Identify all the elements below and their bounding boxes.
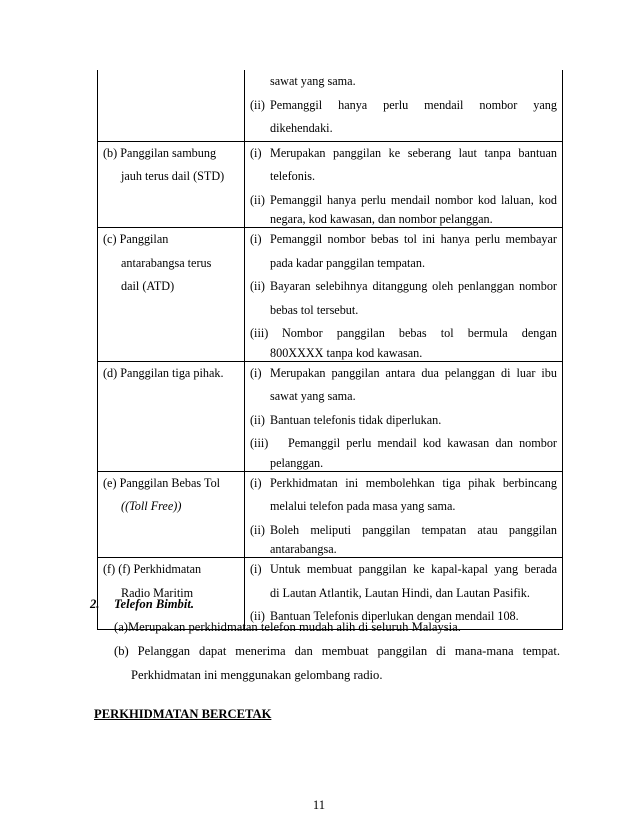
table-cell-description bbox=[245, 228, 563, 362]
item-continuation: pada kadar panggilan tempatan. bbox=[270, 255, 425, 270]
table-cell-label bbox=[98, 361, 245, 471]
section-title-suffix: . bbox=[190, 597, 195, 611]
item-continuation: telefonis. bbox=[270, 169, 316, 183]
item-continuation: bebas tol tersebut. bbox=[270, 302, 359, 317]
table-cell-description bbox=[245, 361, 563, 471]
services-table bbox=[97, 70, 563, 630]
item-continuation: antarabangsa. bbox=[270, 542, 337, 556]
table-row bbox=[98, 558, 563, 630]
item-text: Pemanggil perlu mendail kod kawasan dan nombor bbox=[288, 436, 557, 450]
item-number: (iii) bbox=[250, 326, 269, 340]
service-label-cont: dail (ATD) bbox=[121, 279, 175, 293]
item-text: Merupakan panggilan ke seberang laut tanpa bantuan bbox=[270, 145, 557, 160]
table-row bbox=[98, 70, 563, 141]
list-item bbox=[250, 189, 557, 213]
section-2-heading bbox=[90, 597, 194, 612]
item-continuation: sawat yang sama. bbox=[270, 74, 356, 88]
service-label-cont: antarabangsa terus bbox=[121, 255, 212, 270]
item-text: Bantuan telefonis tidak diperlukan. bbox=[270, 412, 442, 427]
item-text: Nombor panggilan bebas tol bermula dengan bbox=[282, 326, 557, 340]
item-text: Pemanggil nombor bebas tol ini hanya perlu membayar bbox=[270, 232, 557, 246]
item-text: Merupakan panggilan antara dua pelanggan di luar ibu bbox=[270, 365, 557, 380]
item-text: Boleh meliputi panggilan tempatan atau panggilan bbox=[270, 522, 557, 537]
item-number: (ii) bbox=[250, 192, 265, 207]
table-cell-description bbox=[245, 141, 563, 228]
item-continuation: negara, kod kawasan, dan nombor pelanggan. bbox=[270, 212, 493, 226]
section-heading: PERKHIDMATAN BERCETAK bbox=[94, 707, 272, 721]
list-item bbox=[250, 322, 557, 346]
table-cell-label bbox=[98, 70, 245, 141]
table-cell-label bbox=[98, 558, 245, 630]
service-label: (e) Panggilan Bebas Tol bbox=[103, 475, 221, 490]
table-cell-label bbox=[98, 141, 245, 228]
service-label-cont: jauh terus dail (STD) bbox=[121, 169, 225, 183]
service-label: (d) Panggilan tiga pihak. bbox=[103, 365, 224, 380]
item-number: (i) bbox=[250, 232, 262, 246]
table-cell-description bbox=[245, 558, 563, 630]
list-item bbox=[250, 558, 557, 582]
item-text: Pemanggil hanya perlu mendail nombor kod laluan, kod bbox=[270, 192, 557, 207]
item-continuation: melalui telefon pada masa yang sama. bbox=[270, 499, 456, 513]
item-number: (ii) bbox=[250, 279, 265, 293]
list-item bbox=[250, 362, 557, 386]
toll-free-text: (Toll Free) bbox=[125, 499, 178, 513]
list-item bbox=[250, 432, 557, 456]
list-item bbox=[250, 142, 557, 166]
item-continuation: sawat yang sama. bbox=[270, 389, 356, 403]
item-continuation: dikehendaki. bbox=[270, 121, 333, 135]
service-label: (c) Panggilan bbox=[103, 232, 169, 246]
item-continuation: di Lautan Atlantik, Lautan Hindi, dan Lautan Pasifik. bbox=[270, 585, 530, 600]
table-cell-description bbox=[245, 70, 563, 141]
item-text: Bayaran selebihnya ditanggung oleh penlanggan nombor bbox=[270, 279, 557, 293]
list-item bbox=[250, 409, 557, 433]
table-row bbox=[98, 141, 563, 228]
table-row bbox=[98, 361, 563, 471]
table-cell-label bbox=[98, 228, 245, 362]
item-number: (iii) bbox=[250, 436, 269, 450]
item-number: (i) bbox=[250, 475, 262, 490]
item-text: Perkhidmatan ini membolehkan tiga pihak berbincang bbox=[270, 475, 557, 490]
item-number: (i) bbox=[250, 365, 262, 380]
page-number: 11 bbox=[312, 798, 326, 812]
service-label-cont: ((Toll Free)) bbox=[121, 499, 182, 513]
service-label-cont: Radio Maritim bbox=[121, 585, 194, 600]
item-continuation: 800XXXX tanpa kod kawasan. bbox=[270, 345, 423, 360]
item-number: (ii) bbox=[250, 522, 265, 537]
list-item bbox=[250, 94, 557, 118]
section-number: 2. bbox=[90, 597, 100, 611]
list-item bbox=[250, 275, 557, 299]
table-cell-label bbox=[98, 471, 245, 558]
table-row bbox=[98, 228, 563, 362]
list-item bbox=[250, 472, 557, 496]
item-text: Untuk membuat panggilan ke kapal-kapal yang berada bbox=[270, 562, 557, 576]
item-number: (ii) bbox=[250, 412, 265, 427]
item-continuation: pelanggan. bbox=[270, 455, 324, 470]
item-number: (ii) bbox=[250, 97, 265, 112]
point-b: (b) Pelanggan dapat menerima dan membuat panggilan di mana-mana tempat. bbox=[114, 644, 560, 658]
service-label: (b) Panggilan sambung bbox=[103, 145, 217, 160]
table-cell-description bbox=[245, 471, 563, 558]
table-row bbox=[98, 471, 563, 558]
item-number: (i) bbox=[250, 562, 262, 576]
item-number: (ii) bbox=[250, 609, 265, 623]
point-b-continuation: Perkhidmatan ini menggunakan gelombang radio. bbox=[131, 668, 383, 682]
section-title: Telefon Bimbit bbox=[114, 597, 191, 611]
item-text: Bantuan Telefonis diperlukan dengan mendail 108. bbox=[270, 609, 519, 623]
service-label: (f) (f) Perkhidmatan bbox=[103, 562, 202, 576]
list-item bbox=[250, 519, 557, 543]
point-a: (a)Merupakan perkhidmatan telefon mudah alih di seluruh Malaysia. bbox=[114, 620, 461, 634]
list-item bbox=[250, 228, 557, 252]
item-text: Pemanggil hanya perlu mendail nombor yang bbox=[270, 97, 557, 112]
item-number: (i) bbox=[250, 145, 262, 160]
